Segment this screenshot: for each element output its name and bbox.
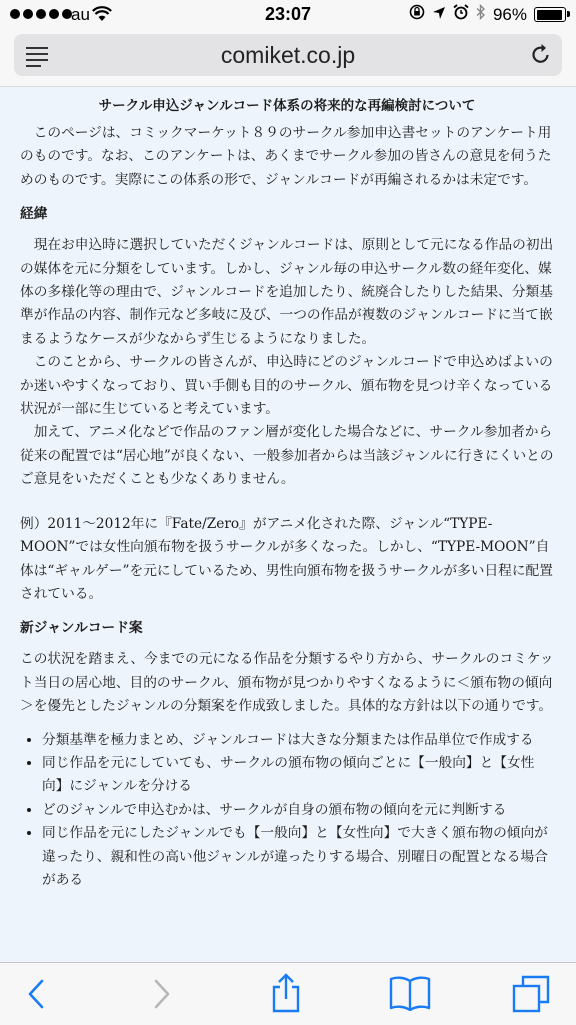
policy-list [20, 729, 554, 893]
reload-icon[interactable] [530, 42, 552, 70]
status-bar [0, 0, 576, 30]
carrier-label: au [71, 5, 90, 24]
bookmarks-icon[interactable] [389, 975, 431, 1015]
orientation-lock-icon [409, 4, 425, 25]
example-paragraph: 例）2011〜2012年に『Fate/Zero』がアニメ化された際、ジャンル“TYPE-MOON”では女性向頒布物を扱うサークルが多くなった。しかし、“TYPE-MOON”自体は“ギャルゲー”を元にしているため、男性向頒布物を扱うサークルが多い日程に配置されている。 [20, 515, 553, 602]
status-right-group [409, 4, 566, 25]
url-text[interactable]: comiket.co.jp [220, 42, 356, 68]
tabs-icon[interactable] [512, 975, 550, 1017]
alarm-icon [453, 4, 469, 25]
battery-icon [534, 7, 566, 22]
policy-item: • どのジャンルで申込むかは、サークルが自身の頒布物の傾向を元に判断する [42, 799, 554, 822]
policy-item: • 分類基準を極力まとめ、ジャンルコードは大きな分類または作品単位で作成する [42, 729, 554, 752]
policy-item: • 同じ作品を元にしたジャンルでも【一般向】と【女性向】で大きく頒布物の傾向が違ったり、親和性の高い他ジャンルが違ったりする場合、別曜日の配置となる場合がある [42, 822, 554, 892]
browser-toolbar [0, 962, 576, 1025]
bluetooth-icon [476, 4, 486, 25]
section-heading-proposal: 新ジャンルコード案 [20, 620, 143, 637]
web-page[interactable] [0, 86, 576, 963]
address-bar[interactable] [14, 34, 562, 76]
battery-level [537, 10, 563, 20]
background-paragraph: 加えて、アニメ化などで作品のファン層が変化した場合などに、サークル参加者から従来の配置では“居心地”が良くない、一般参加者からは当該ジャンルに行きにくいとのご意見をいただくことも少なくありません。 [20, 424, 554, 488]
policy-item: • 同じ作品を元にしていても、サークルの頒布物の傾向ごとに【一般向】と【女性向】にジャンルを分ける [42, 752, 554, 799]
proposal-intro: この状況を踏まえ、今までの元になる作品を分類するやり方から、サークルのコミケット当日の居心地、目的のサークル、頒布物が見つかりやすくなるように＜頒布物の傾向＞を優先としたジャンルの分類案を作成致しました。具体的な方針は以下の通りです。 [20, 651, 554, 715]
section-heading-background: 経緯 [20, 206, 48, 223]
share-icon[interactable] [270, 973, 302, 1017]
battery-percent: 96% [492, 4, 527, 24]
page-title: サークル申込ジャンルコード体系の将来的な再編検討について [98, 98, 476, 114]
background-paragraph: このことから、サークルの皆さんが、申込時にどのジャンルコードで申込めばよいのか迷いやすくなっており、買い手側も目的のサークル、頒布物を見つけ辛くなっている状況が一部に生じていると考えています。 [20, 354, 553, 418]
intro-paragraph: このページは、コミックマーケット８９のサークル参加申込書セットのアンケート用のものです。なお、このアンケートは、あくまでサークル参加の皆さんの意見を伺うためのものです。実際にこの体系の形で、ジャンルコードが再編されるかは未定です。 [20, 125, 552, 188]
location-icon [432, 5, 446, 25]
article [0, 87, 576, 892]
forward-icon[interactable] [150, 977, 174, 1015]
back-icon[interactable] [24, 977, 48, 1015]
background-paragraph: 現在お申込時に選択していただくジャンルコードは、原則として元になる作品の初出の媒体を元に分類をしています。しかし、ジャンル毎の申込サークル数の経年変化、媒体の多様化等の理由で、ジャンルコードを追加したり、統廃合したりした結果、分類基準が作品の内容、制作元など多岐に及び、一つの作品が複数のジャンルコードに当て嵌まるようなケースが少なからず生じるようになりました。 [20, 237, 554, 347]
status-time: 23:07 [264, 4, 312, 24]
